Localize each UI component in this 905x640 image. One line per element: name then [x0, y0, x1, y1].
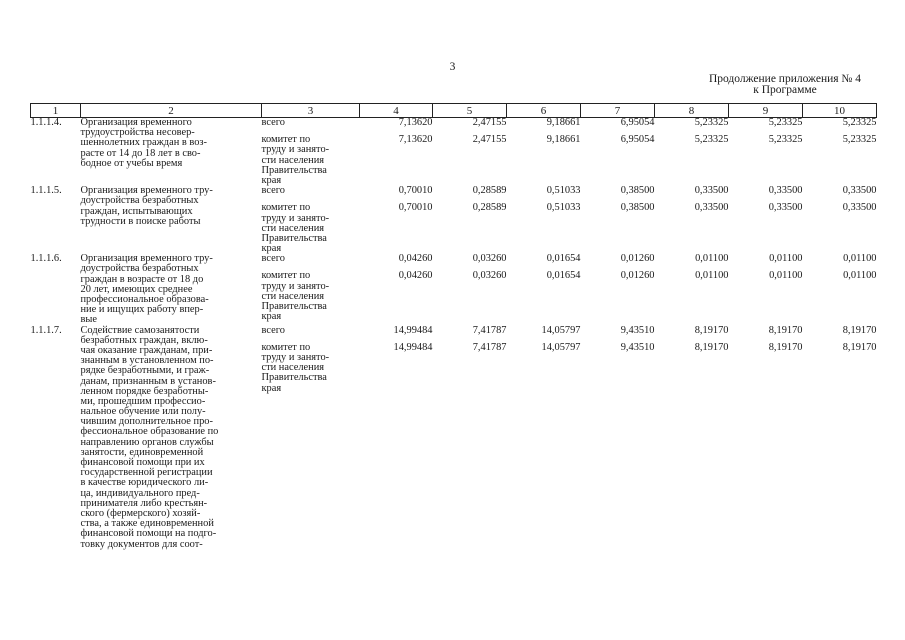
value-cell: [729, 326, 803, 550]
committee-label-line: труду и занято-: [261, 144, 330, 156]
page-number: 3: [449, 61, 456, 73]
committee-value: 9,18661: [546, 134, 581, 146]
committee-value: 2,47155: [472, 134, 507, 146]
total-value: 8,19170: [694, 324, 729, 336]
total-value: 0,70010: [398, 185, 433, 197]
item-name-line: Организация временного тру-: [80, 185, 213, 197]
committee-value: 0,03260: [472, 270, 507, 282]
total-value: 0,33500: [768, 185, 803, 197]
value-cell: [433, 118, 507, 187]
total-value: 0,01100: [695, 253, 729, 265]
value-cell: [803, 326, 877, 550]
item-code: 1.1.1.5.: [30, 185, 62, 197]
total-value: 0,38500: [620, 185, 655, 197]
column-header: 9: [729, 104, 803, 118]
funding-source: [262, 186, 360, 254]
item-name-line: доустройства безработных: [80, 263, 199, 275]
column-header: 7: [581, 104, 655, 118]
item-name-line: вые: [80, 314, 97, 326]
value-cell: [433, 326, 507, 550]
committee-label-line: труду и занято-: [261, 280, 330, 292]
item-name-line: бодное от учебы время: [80, 157, 183, 169]
committee-label-line: сти населения: [261, 222, 325, 234]
item-name: [81, 118, 262, 187]
table-row: [31, 186, 877, 254]
item-name-line: рядке безработными, и граж-: [80, 365, 210, 377]
item-name-line: Организация временного: [80, 117, 192, 128]
value-cell: [803, 254, 877, 325]
total-value: 6,95054: [620, 117, 655, 128]
value-cell: [655, 254, 729, 325]
header-row: [31, 104, 877, 118]
total-value: 9,43510: [620, 324, 655, 336]
item-name-line: в качестве юридического ли-: [80, 477, 209, 489]
item-name-line: профессиональное образова-: [80, 294, 209, 305]
committee-label-line: труду и занято-: [261, 351, 330, 363]
committee-value: 0,70010: [398, 202, 433, 214]
item-name-line: ского (фермерского) хозяй-: [80, 507, 201, 519]
item-name-line: 20 лет, имеющих среднее: [80, 283, 193, 295]
committee-label-line: сти населения: [261, 154, 325, 166]
total-label: всего: [261, 253, 285, 265]
item-name-line: доустройства безработных: [80, 195, 199, 207]
committee-value: 14,05797: [541, 341, 581, 353]
total-value: 8,19170: [842, 324, 877, 336]
total-value: 14,05797: [541, 324, 581, 336]
total-value: 2,47155: [472, 117, 507, 128]
funding-source: [262, 326, 360, 550]
committee-label-line: комитет по: [261, 270, 311, 282]
committee-value: 5,23325: [842, 134, 877, 146]
item-name-line: направлению органов службы: [80, 436, 214, 448]
total-value: 9,18661: [546, 117, 581, 128]
column-header: 4: [360, 104, 433, 118]
total-value: 5,23325: [768, 117, 803, 128]
total-value: 0,51033: [546, 185, 581, 197]
column-header: 5: [433, 104, 507, 118]
item-code: 1.1.1.4.: [30, 117, 62, 128]
committee-label-line: края: [261, 243, 282, 255]
committee-value: 0,01100: [769, 270, 803, 282]
total-value: 0,33500: [694, 185, 729, 197]
item-name-line: чившим дополнительное про-: [80, 416, 213, 428]
item-name-line: расте от 14 до 18 лет в сво-: [80, 147, 201, 159]
item-name-line: Организация временного тру-: [80, 253, 213, 265]
total-value: 5,23325: [842, 117, 877, 128]
committee-value: 0,01260: [620, 270, 655, 282]
item-name-line: данам, признанным в установ-: [80, 375, 216, 387]
item-name-line: фессиональное образование по: [80, 426, 219, 438]
value-cell: [581, 326, 655, 550]
item-name-line: нальное обучение или полу-: [80, 406, 206, 418]
total-value: 5,23325: [694, 117, 729, 128]
item-name: [81, 186, 262, 254]
committee-value: 8,19170: [842, 341, 877, 353]
column-header: 8: [655, 104, 729, 118]
value-cell: [729, 186, 803, 254]
item-name-line: ми, прошедшим профессио-: [80, 395, 206, 407]
total-label: всего: [261, 324, 285, 336]
value-cell: [581, 118, 655, 187]
program-table: [30, 103, 877, 550]
continuation-line-1: Продолжение приложения № 4: [708, 73, 862, 85]
value-cell: [581, 254, 655, 325]
value-cell: [360, 118, 433, 187]
committee-value: 5,23325: [768, 134, 803, 146]
value-cell: [581, 186, 655, 254]
value-cell: [729, 118, 803, 187]
committee-label-line: комитет по: [261, 202, 311, 214]
item-code: 1.1.1.6.: [30, 253, 62, 265]
column-header: 2: [81, 104, 262, 118]
value-cell: [433, 254, 507, 325]
value-cell: [507, 326, 581, 550]
committee-value: 7,41787: [472, 341, 507, 353]
total-value: 0,01100: [769, 253, 803, 265]
item-name: [81, 254, 262, 325]
item-name-line: ца, индивидуального пред-: [80, 487, 200, 499]
committee-value: 0,01100: [843, 270, 877, 282]
continuation-note: [690, 74, 880, 96]
value-cell: [360, 326, 433, 550]
table-body: [31, 118, 877, 550]
value-cell: [803, 118, 877, 187]
committee-label-line: края: [261, 311, 282, 323]
column-header: 10: [803, 104, 877, 118]
committee-value: 6,95054: [620, 134, 655, 146]
funding-source: [262, 254, 360, 325]
value-cell: [729, 254, 803, 325]
committee-value: 0,38500: [620, 202, 655, 214]
value-cell: [507, 186, 581, 254]
value-cell: [655, 326, 729, 550]
column-header: 3: [262, 104, 360, 118]
committee-label-line: комитет по: [261, 341, 311, 353]
item-name-line: безработных граждан, вклю-: [80, 334, 208, 346]
item-name-line: граждан в возрасте от 18 до: [80, 273, 204, 285]
value-cell: [360, 254, 433, 325]
total-value: 14,99484: [393, 324, 433, 336]
continuation-line-2: к Программе: [753, 84, 817, 96]
committee-value: 0,33500: [694, 202, 729, 214]
item-name-line: чая оказание гражданам, при-: [80, 344, 213, 356]
total-value: 0,01100: [843, 253, 877, 265]
item-name-line: финансовой помощи при их: [80, 457, 205, 468]
committee-value: 8,19170: [768, 341, 803, 353]
funding-source: [262, 118, 360, 187]
committee-value: 0,01100: [695, 270, 729, 282]
total-value: 8,19170: [768, 324, 803, 336]
item-name-line: ства, а также единовременной: [80, 518, 214, 530]
table-row: [31, 118, 877, 187]
item-name-line: принимателя либо крестьян-: [80, 497, 208, 509]
total-value: 7,41787: [472, 324, 507, 336]
item-name-line: граждан, испытывающих: [80, 205, 193, 217]
total-value: 7,13620: [398, 117, 433, 128]
column-header: 6: [507, 104, 581, 118]
value-cell: [655, 186, 729, 254]
committee-value: 0,51033: [546, 202, 581, 214]
item-name-line: ние и ищущих работу впер-: [80, 304, 204, 316]
total-label: всего: [261, 185, 285, 197]
table-row: [31, 254, 877, 325]
total-value: 0,04260: [398, 253, 433, 265]
total-value: 0,03260: [472, 253, 507, 265]
committee-value: 8,19170: [694, 341, 729, 353]
total-label: всего: [261, 117, 285, 128]
total-value: 0,33500: [842, 185, 877, 197]
item-name: [81, 326, 262, 550]
committee-label-line: края: [261, 382, 282, 394]
committee-label-line: края: [261, 174, 282, 186]
item-name-line: трудоустройства несовер-: [80, 127, 195, 139]
committee-label-line: Правительства: [261, 301, 327, 312]
item-name-line: финансовой помощи на подго-: [80, 528, 217, 540]
item-name-line: товку документов для соот-: [80, 538, 203, 550]
item-code: 1.1.1.7.: [30, 324, 62, 336]
item-name-line: занятости, единовременной: [80, 446, 204, 458]
committee-value: 14,99484: [393, 341, 433, 353]
column-header: 1: [31, 104, 81, 118]
committee-label-line: комитет по: [261, 134, 311, 146]
value-cell: [803, 186, 877, 254]
item-name-line: государственной регистрации: [80, 467, 213, 479]
total-value: 0,28589: [472, 185, 507, 197]
committee-label-line: сти населения: [261, 362, 325, 374]
item-name-line: знанным в установленном по-: [80, 355, 214, 367]
committee-label-line: Правительства: [261, 372, 327, 384]
value-cell: [360, 186, 433, 254]
committee-label-line: сти населения: [261, 290, 325, 302]
committee-label-line: Правительства: [261, 232, 327, 244]
item-name-line: шеннолетних граждан в воз-: [80, 137, 207, 149]
committee-value: 0,33500: [842, 202, 877, 214]
value-cell: [433, 186, 507, 254]
total-value: 0,01654: [546, 253, 581, 265]
committee-label-line: Правительства: [261, 164, 327, 176]
committee-value: 5,23325: [694, 134, 729, 146]
total-value: 0,01260: [620, 253, 655, 265]
table-row: [31, 326, 877, 550]
committee-value: 0,04260: [398, 270, 433, 282]
item-name-line: ленном порядке безработны-: [80, 385, 209, 397]
item-name-line: трудности в поиске работы: [80, 215, 201, 227]
committee-value: 0,28589: [472, 202, 507, 214]
value-cell: [507, 254, 581, 325]
committee-value: 0,33500: [768, 202, 803, 214]
committee-label-line: труду и занято-: [261, 212, 330, 224]
item-name-line: Содействие самозанятости: [80, 324, 200, 336]
committee-value: 7,13620: [398, 134, 433, 146]
value-cell: [655, 118, 729, 187]
value-cell: [507, 118, 581, 187]
committee-value: 9,43510: [620, 341, 655, 353]
committee-value: 0,01654: [546, 270, 581, 282]
